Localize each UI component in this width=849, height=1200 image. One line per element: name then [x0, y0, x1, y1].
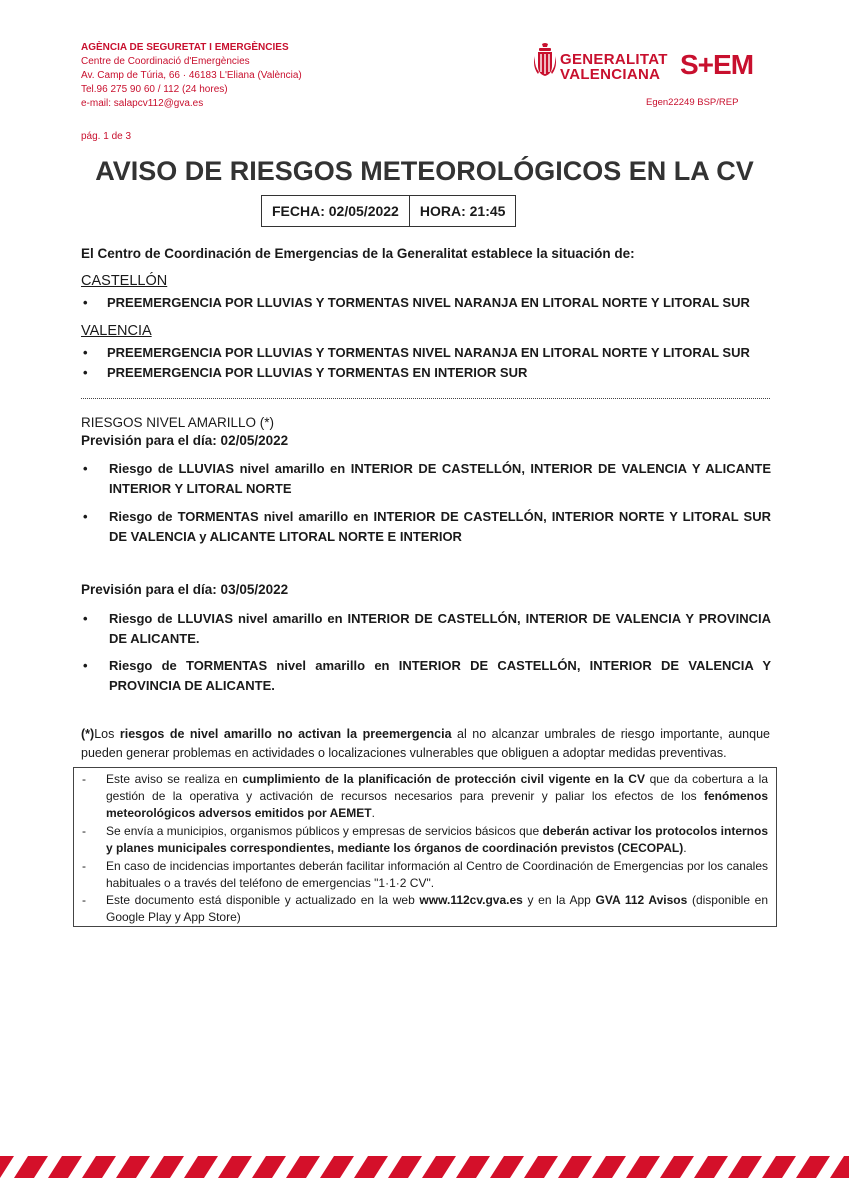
agency-name: AGÈNCIA DE SEGURETAT I EMERGÈNCIES: [81, 42, 289, 53]
page-number: pág. 1 de 3: [81, 131, 132, 142]
bullet-icon: •: [83, 509, 88, 524]
footnote-text: al no alcanzar umbrales de riesgo importante, aunque pueden generar problemas en actividades o localizaciones vulnerables que obliguen a adoptar medidas preventivas.: [81, 727, 770, 760]
intro-text: El Centro de Coordinación de Emergencias de la Generalitat establece la situación de:: [81, 246, 635, 261]
agency-line: Centre de Coordinació d'Emergències: [81, 56, 250, 67]
stripe: [252, 1156, 286, 1178]
list-item-text: Riesgo de LLUVIAS nivel amarillo en INTERIOR DE CASTELLÓN, INTERIOR DE VALENCIA Y PROVINCIA DE ALICANTE.: [109, 611, 771, 646]
list-item: [83, 293, 750, 313]
stripe: [218, 1156, 252, 1178]
bullet-icon: •: [83, 345, 88, 360]
sem-logo: S+EM: [680, 49, 754, 80]
stripe: [456, 1156, 490, 1178]
logo-line-1: GENERALITAT: [560, 51, 668, 68]
stripe: [150, 1156, 184, 1178]
list-item-text: Riesgo de TORMENTAS nivel amarillo en INTERIOR DE CASTELLÓN, INTERIOR NORTE Y LITORAL SUR DE VALENCIA y ALICANTE LITORAL NORTE E INTERIOR: [109, 509, 771, 544]
list-item: [83, 363, 527, 383]
list-item-text: Riesgo de LLUVIAS nivel amarillo en INTERIOR DE CASTELLÓN, INTERIOR DE VALENCIA Y ALICANTE INTERIOR Y LITORAL NORTE: [109, 461, 771, 496]
stripe: [558, 1156, 592, 1178]
bullet-icon: •: [83, 658, 88, 673]
dash-icon: -: [82, 859, 86, 873]
forecast-label: Previsión para el día: 02/05/2022: [81, 433, 289, 448]
list-item-text: Riesgo de TORMENTAS nivel amarillo en INTERIOR DE CASTELLÓN, INTERIOR DE VALENCIA Y PROVINCIA DE ALICANTE.: [109, 658, 771, 693]
stripe: [626, 1156, 660, 1178]
list-item-text: PREEMERGENCIA POR LLUVIAS Y TORMENTAS NIVEL NARANJA EN LITORAL NORTE Y LITORAL SUR: [107, 345, 750, 360]
date-time-box: [261, 195, 516, 227]
list-item: [81, 507, 771, 547]
stripe: [762, 1156, 796, 1178]
info-item: - Se envía a municipios, organismos públicos y empresas de servicios básicos que deberán activar los protocolos internos y planes municipales correspondientes, mediante los órganos de coordinación previstos (CECOPAL).: [82, 824, 768, 855]
info-item: - En caso de incidencias importantes deberán facilitar información al Centro de Coordinación de Emergencias por los canales habituales o a través del teléfono de emergencias "1·1·2 CV".: [82, 859, 768, 890]
footnote: [81, 725, 770, 763]
page-title: AVISO DE RIESGOS METEOROLÓGICOS EN LA CV: [95, 156, 754, 186]
list-item: [81, 459, 771, 499]
agency-block: [81, 41, 302, 111]
bullet-icon: •: [83, 611, 88, 626]
list-item: [83, 343, 750, 363]
stripe: [830, 1156, 849, 1178]
list-item: [81, 609, 771, 649]
dotted-divider: [81, 398, 770, 399]
stripe: [694, 1156, 728, 1178]
stripe: [354, 1156, 388, 1178]
website-link[interactable]: www.112cv.gva.es: [419, 893, 523, 907]
document-reference: Egen22249 BSP/REP: [646, 97, 739, 108]
region-valencia: VALENCIA: [81, 323, 152, 339]
stripe: [524, 1156, 558, 1178]
date-label: FECHA: 02/05/2022: [272, 203, 399, 219]
stripe: [320, 1156, 354, 1178]
bullet-icon: •: [83, 461, 88, 476]
footnote-text: Los: [94, 727, 120, 741]
agency-line: Tel.96 275 90 60 / 112 (24 hores): [81, 84, 228, 95]
forecast-label: Previsión para el día: 03/05/2022: [81, 582, 289, 597]
riesgos-heading: RIESGOS NIVEL AMARILLO (*): [81, 415, 275, 430]
stripe: [592, 1156, 626, 1178]
agency-line: Av. Camp de Túria, 66 · 46183 L'Eliana (València): [81, 70, 302, 81]
stripe: [422, 1156, 456, 1178]
stripe: [388, 1156, 422, 1178]
stripe: [490, 1156, 524, 1178]
stripe: [184, 1156, 218, 1178]
stripe: [728, 1156, 762, 1178]
dash-icon: -: [82, 824, 86, 838]
bullet-icon: •: [83, 365, 88, 380]
list-item: [81, 656, 771, 696]
decorative-stripes: [0, 1152, 849, 1182]
bullet-icon: •: [83, 295, 88, 310]
info-item: - Este aviso se realiza en cumplimiento de la planificación de protección civil vigente en la CV que da cobertura a la gestión de la operativa y activación de recursos necesarios para prevenir y paliar los efectos de los fenómenos meteorológicos adversos emitidos por AEMET.: [82, 772, 769, 820]
stripe: [82, 1156, 116, 1178]
stripe: [796, 1156, 830, 1178]
info-item: - Este documento está disponible y actualizado en la web www.112cv.gva.es y en la App GVA 112 Avisos (disponible en Google Play y App Store): [82, 893, 769, 924]
stripe: [286, 1156, 320, 1178]
stripe: [14, 1156, 48, 1178]
generalitat-emblem-icon: [534, 42, 556, 84]
dash-icon: -: [82, 893, 86, 907]
list-item-text: PREEMERGENCIA POR LLUVIAS Y TORMENTAS EN INTERIOR SUR: [107, 365, 528, 380]
stripe: [0, 1156, 14, 1178]
stripe: [116, 1156, 150, 1178]
info-box: [73, 767, 777, 927]
region-castellon: CASTELLÓN: [81, 273, 168, 289]
stripe: [660, 1156, 694, 1178]
agency-email: e-mail: salapcv112@gva.es: [81, 98, 204, 109]
stripe: [48, 1156, 82, 1178]
generalitat-logo-text: [560, 52, 668, 82]
dash-icon: -: [82, 772, 86, 786]
time-label: HORA: 21:45: [409, 196, 516, 226]
footnote-bold: riesgos de nivel amarillo no activan la preemergencia: [119, 727, 452, 741]
footnote-mark: (*): [81, 727, 95, 741]
logo-line-2: VALENCIANA: [560, 66, 661, 83]
list-item-text: PREEMERGENCIA POR LLUVIAS Y TORMENTAS NIVEL NARANJA EN LITORAL NORTE Y LITORAL SUR: [107, 295, 750, 310]
